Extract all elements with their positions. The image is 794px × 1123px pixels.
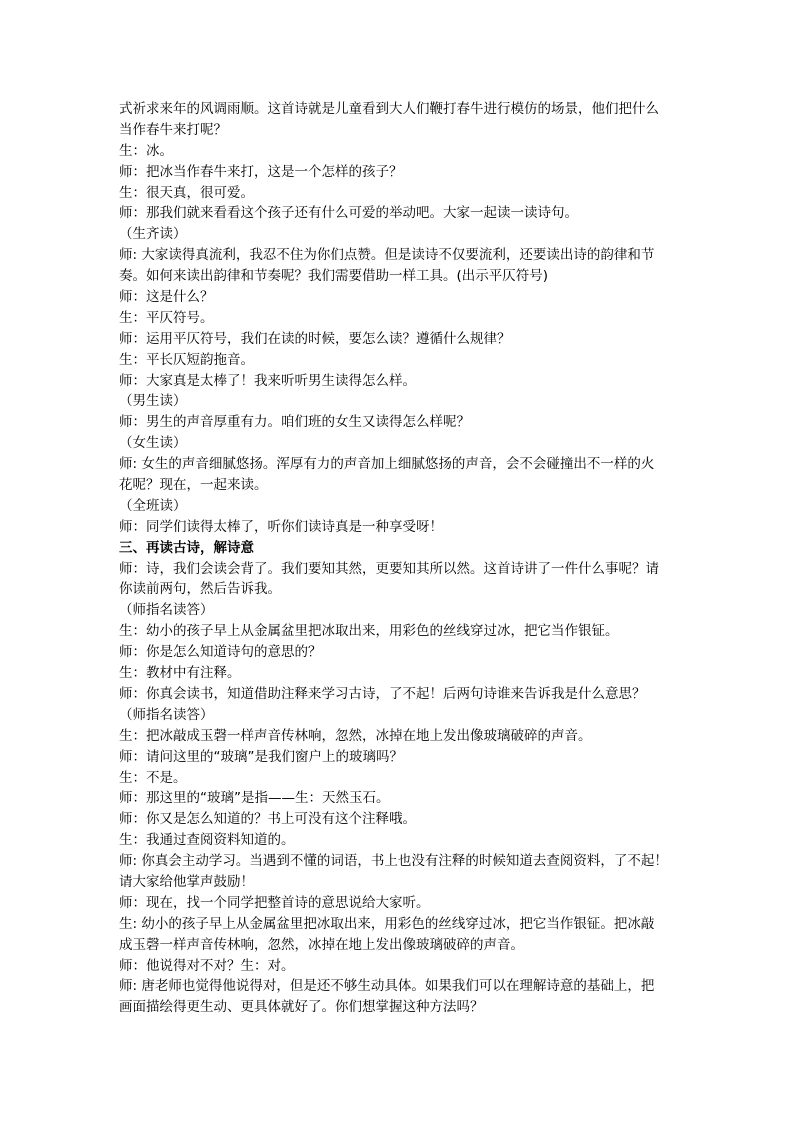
text-line: （师指名读答） (119, 602, 214, 619)
text-line: （全班读） (119, 497, 187, 514)
text-line: 师: 大家读得真流利，我忍不住为你们点赞。但是读诗不仅要流利，还要读出诗的韵律和节 (119, 247, 655, 264)
text-line: 师: 你真会主动学习。当遇到不懂的词语，书上也没有注释的时候知道去查阅资料，了不起！ (119, 853, 668, 870)
text-line: （女生读） (119, 435, 187, 452)
text-line: 师：你是怎么知道诗句的意思的？ (119, 644, 322, 661)
text-line: 成玉磬一样声音传林响，忽然，冰掉在地上发出像玻璃破碎的声音。 (119, 936, 524, 953)
text-line: 师：大家真是太棒了！我来听听男生读得怎么样。 (119, 372, 416, 389)
text-line: （男生读） (119, 393, 187, 410)
text-line: 师：那我们就来看看这个孩子还有什么可爱的举动吧。大家一起读一读诗句。 (119, 205, 578, 222)
text-line: 奏。如何来读出韵律和节奏呢？我们需要借助一样工具。(出示平仄符号) (119, 268, 549, 285)
text-line: 你读前两句，然后告诉我。 (119, 581, 281, 598)
text-line: 生: 幼小的孩子早上从金属盆里把冰取出来，用彩色的丝线穿过冰，把它当作银钲。把冰敲 (119, 915, 655, 932)
text-line: 生：很天真，很可爱。 (119, 184, 254, 201)
text-line: 师：把冰当作春牛来打，这是一个怎样的孩子？ (119, 163, 403, 180)
text-line: 师：他说得对不对？生：对。 (119, 957, 295, 974)
text-line: 师：男生的声音厚重有力。咱们班的女生又读得怎么样呢？ (119, 414, 470, 431)
text-line: 师：运用平仄符号，我们在读的时候，要怎么读？遵循什么规律？ (119, 330, 511, 347)
text-line: 生：平仄符号。 (119, 309, 214, 326)
text-line: 师：你真会读书，知道借助注释来学习古诗，了不起！后两句诗谁来告诉我是什么意思？ (119, 685, 646, 702)
text-line: 师: 唐老师也觉得他说得对，但是还不够生动具体。如果我们可以在理解诗意的基础上，把 (119, 978, 655, 995)
text-line: 画面描绘得更生动、更具体就好了。你们想掌握这种方法吗？ (119, 999, 484, 1016)
text-line: 花呢？现在，一起来读。 (119, 477, 268, 494)
text-line: 师：这是什么？ (119, 289, 214, 306)
text-line: 生：冰。 (119, 142, 173, 159)
text-line: 式祈求来年的风调雨顺。这首诗就是儿童看到大人们鞭打春牛进行模仿的场景，他们把什么 (119, 101, 659, 117)
text-line: 师：现在，找一个同学把整首诗的意思说给大家听。 (119, 894, 430, 911)
text-line: 师：同学们读得太棒了，听你们读诗真是一种享受呀！ (119, 518, 443, 535)
text-line: （师指名读答） (119, 706, 214, 723)
section-heading: 三、再读古诗，解诗意 (119, 539, 254, 556)
text-line: 当作春牛来打呢？ (119, 121, 227, 138)
text-line: 生：我通过查阅资料知道的。 (119, 832, 295, 849)
text-line: 生：幼小的孩子早上从金属盆里把冰取出来，用彩色的丝线穿过冰，把它当作银钲。 (119, 623, 619, 640)
text-line: 生：把冰敲成玉磬一样声音传林响，忽然，冰掉在地上发出像玻璃破碎的声音。 (119, 727, 592, 744)
text-line: 请大家给他掌声鼓励！ (119, 873, 254, 890)
text-line: 生：平长仄短韵拖音。 (119, 351, 254, 368)
text-line: （生齐读） (119, 226, 187, 243)
text-line: 生：不是。 (119, 769, 187, 786)
text-line: 师：诗，我们会读会背了。我们要知其然，更要知其所以然。这首诗讲了一件什么事呢？请 (119, 560, 659, 577)
document-body (119, 99, 679, 1018)
text-line: 师: 女生的声音细腻悠扬。浑厚有力的声音加上细腻悠扬的声音，会不会碰撞出不一样的火 (119, 456, 655, 473)
text-line: 师：你又是怎么知道的？书上可没有这个注释哦。 (119, 811, 416, 828)
text-line: 生：教材中有注释。 (119, 665, 241, 682)
text-line: 师：那这里的“玻璃”是指——生：天然玉石。 (119, 790, 390, 807)
text-line: 师：请问这里的“玻璃”是我们窗户上的玻璃吗？ (119, 748, 403, 765)
